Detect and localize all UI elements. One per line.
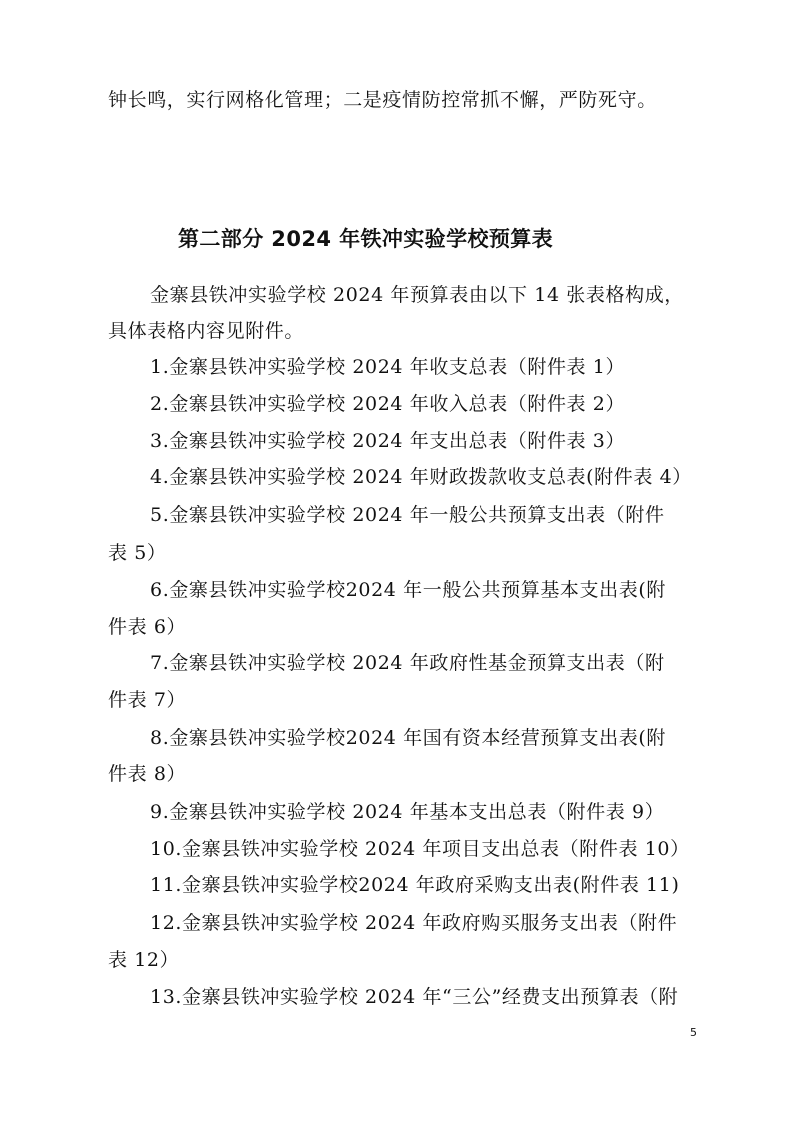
list-item-13: 13.金寨县铁冲实验学校 2024 年“三公”经费支出预算表（附 <box>150 986 679 1008</box>
list-item-2: 2.金寨县铁冲实验学校 2024 年收入总表（附件表 2） <box>150 393 626 415</box>
list-item-4: 4.金寨县铁冲实验学校 2024 年财政拨款收支总表(附件表 4） <box>150 466 692 488</box>
list-item-5-continuation: 表 5） <box>108 542 167 564</box>
list-item-7-continuation: 件表 7） <box>108 689 187 711</box>
body-text-line: 钟长鸣，实行网格化管理；二是疫情防控常抓不懈，严防死守。 <box>108 89 657 111</box>
list-item-12: 12.金寨县铁冲实验学校 2024 年政府购买服务支出表（附件 <box>150 912 678 934</box>
list-item-11: 11.金寨县铁冲实验学校2024 年政府采购支出表(附件表 11) <box>150 874 680 896</box>
list-item-8: 8.金寨县铁冲实验学校2024 年国有资本经营预算支出表(附 <box>150 727 666 749</box>
list-item-7: 7.金寨县铁冲实验学校 2024 年政府性基金预算支出表（附 <box>150 652 665 674</box>
list-item-10: 10.金寨县铁冲实验学校 2024 年项目支出总表（附件表 10） <box>150 838 690 860</box>
list-item-1: 1.金寨县铁冲实验学校 2024 年收支总表（附件表 1） <box>150 356 626 378</box>
list-item-8-continuation: 件表 8） <box>108 763 187 785</box>
list-item-12-continuation: 表 12） <box>108 949 180 971</box>
list-item-6: 6.金寨县铁冲实验学校2024 年一般公共预算基本支出表(附 <box>150 579 666 601</box>
list-item-9: 9.金寨县铁冲实验学校 2024 年基本支出总表（附件表 9） <box>150 801 665 823</box>
page-number: 5 <box>690 1026 697 1039</box>
intro-line-1: 金寨县铁冲实验学校 2024 年预算表由以下 14 张表格构成， <box>150 284 684 306</box>
intro-line-2: 具体表格内容见附件。 <box>108 320 305 342</box>
list-item-5: 5.金寨县铁冲实验学校 2024 年一般公共预算支出表（附件 <box>150 504 665 526</box>
list-item-6-continuation: 件表 6） <box>108 616 187 638</box>
list-item-3: 3.金寨县铁冲实验学校 2024 年支出总表（附件表 3） <box>150 430 626 452</box>
section-title: 第二部分 2024 年铁冲实验学校预算表 <box>178 227 554 251</box>
